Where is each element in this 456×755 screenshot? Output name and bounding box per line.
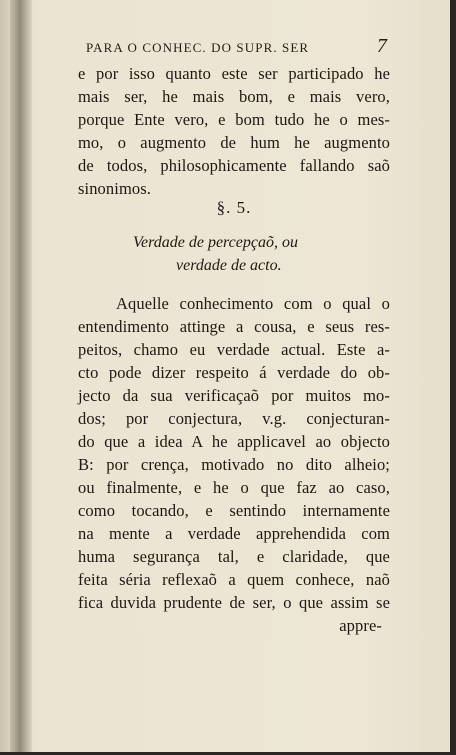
running-header — [86, 35, 388, 60]
text-line: jecto da sua verificaçaõ por muitos mo- — [78, 386, 390, 405]
paragraph-1 — [78, 62, 390, 200]
text-line: dos; por conjectura, v.g. conjecturan- — [78, 409, 390, 428]
page-gutter-shadow — [10, 0, 32, 752]
text-line: peitos, chamo eu verdade actual. Este a- — [78, 340, 390, 359]
text-line: sinonimos. — [78, 179, 151, 198]
text-line: mo, o augmento de hum he augmento — [78, 133, 390, 152]
text-line: na mente a verdade apprehendida com — [78, 524, 390, 543]
text-line: e por isso quanto este ser participado he — [78, 64, 390, 83]
text-line: como tocando, e sentindo internamente — [78, 501, 390, 520]
text-line: ou finalmente, e he o que faz ao caso, — [78, 478, 390, 497]
text-line: fica duvida prudente de ser, o que assim se — [78, 593, 390, 612]
text-line: porque Ente vero, e bom tudo he o mes- — [78, 110, 390, 129]
text-line: feita séria reflexaõ a quem conhece, naõ — [78, 570, 390, 589]
catchword: appre- — [339, 616, 382, 635]
text-line: mais ser, he mais bom, e mais vero, — [78, 87, 390, 106]
text-line: Aquelle conhecimento com o qual o — [116, 294, 390, 313]
subheading-line-2: verdade de acto. — [176, 257, 282, 274]
text-line: do que a idea A he applicavel ao objecto — [78, 432, 390, 451]
text-line: entendimento attinge a cousa, e seus res- — [78, 317, 390, 336]
section-mark: §. 5. — [216, 198, 252, 217]
page-number: 7 — [376, 35, 388, 57]
paragraph-2 — [78, 292, 390, 637]
subheading-line-1: Verdade de percepçaõ, ou — [133, 234, 298, 251]
text-line: B: por crença, motivado no dito alheio; — [78, 455, 390, 474]
text-line: huma segurança tal, e claridade, que — [78, 547, 390, 566]
text-line: cto pode dizer respeito á verdade do ob- — [78, 363, 390, 382]
running-title: PARA O CONHEC. DO SUPR. SER — [86, 40, 310, 55]
text-line: de todos, philosophicamente fallando saõ — [78, 156, 390, 175]
